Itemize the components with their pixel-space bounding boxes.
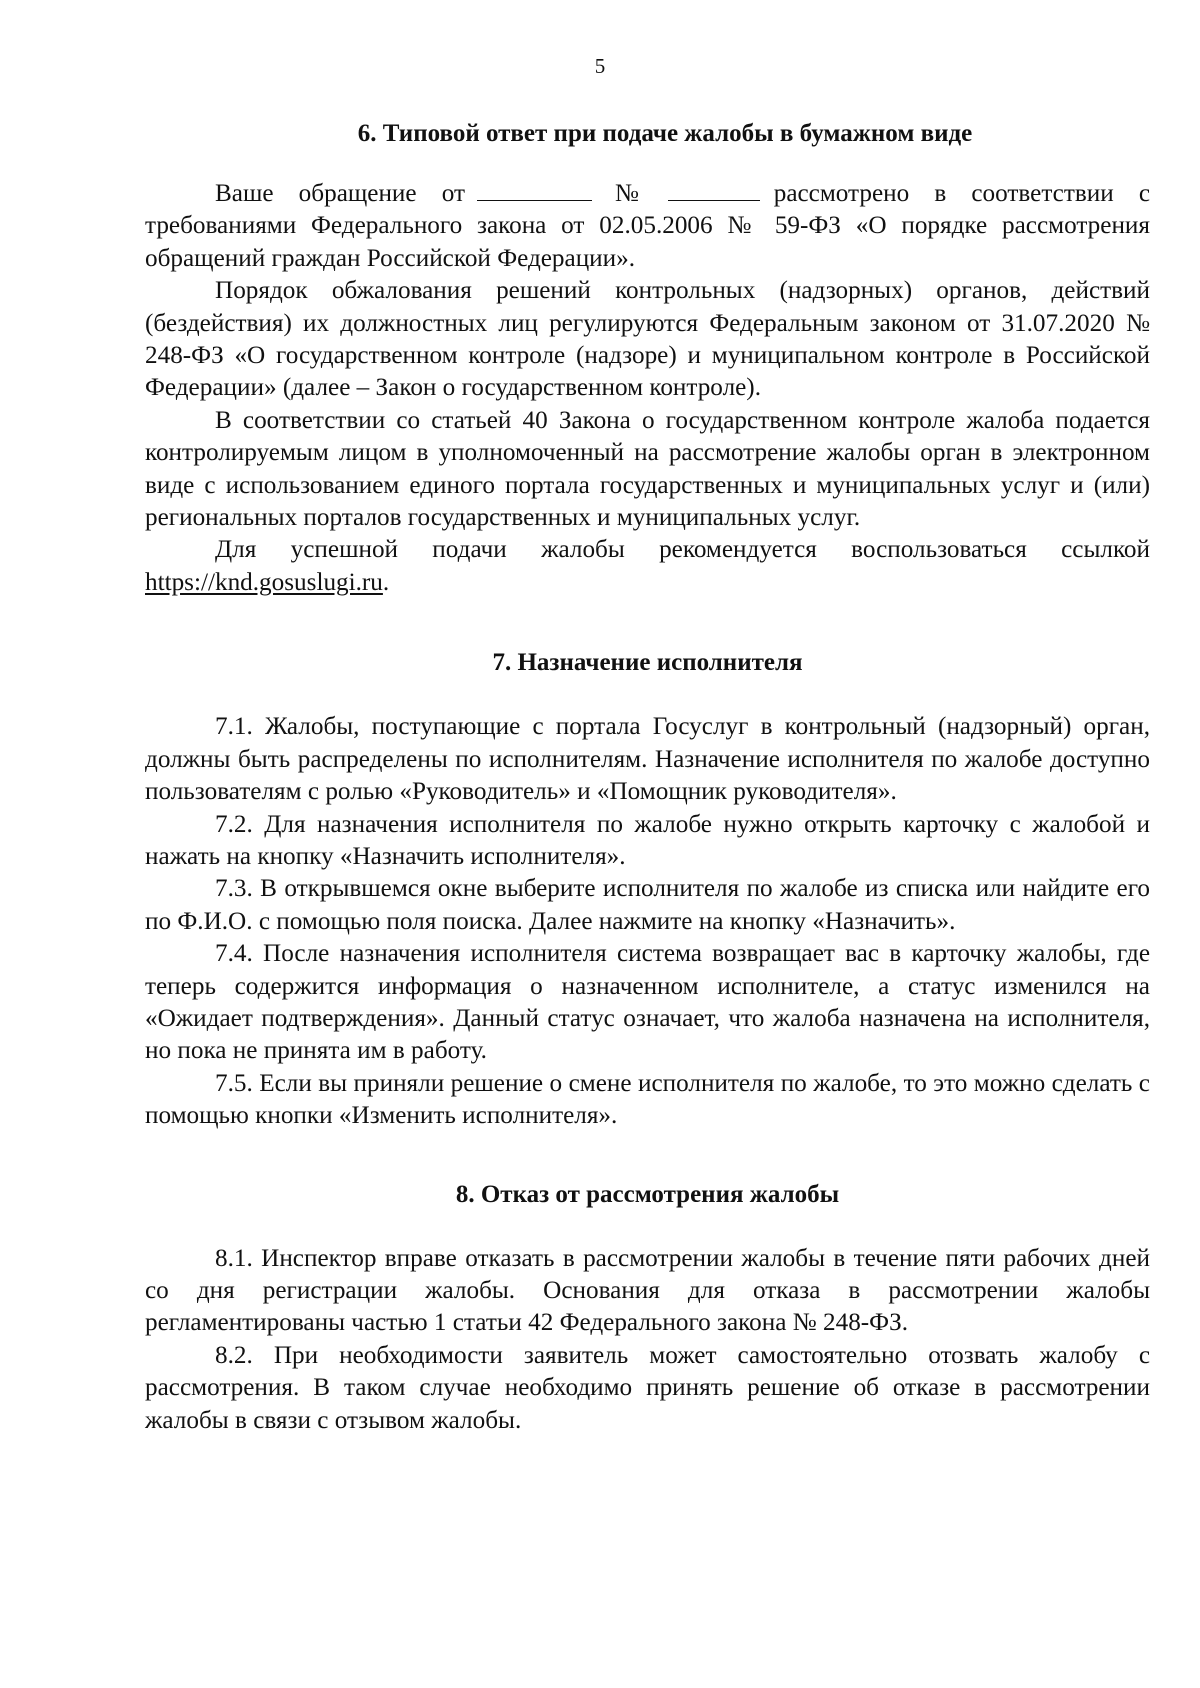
section-6-paragraph-2: Порядок обжалования решений контрольных (надзорных) органов, действий (бездействия) их должностных лиц регулируются Федеральным законом от 31.07.2020 № 248-ФЗ «О государственном контроле (надзоре) и муниципальном контроле в Российской Федерации» (далее – Закон о государственном контроле). — [145, 277, 1150, 402]
section-8-body — [145, 1243, 1150, 1437]
section-7-body — [145, 711, 1150, 1132]
paragraph-1-rest: рассмотрено в соответствии с требованиями Федерального закона от 02.05.2006 № 59-ФЗ «О порядке рассмотрения обращений граждан Российской Федерации». — [145, 180, 1151, 272]
clause-7-2: 7.2. Для назначения исполнителя по жалобе нужно открыть карточку с жалобой и нажать на кнопку «Назначить исполнителя». — [145, 810, 1150, 870]
clause-7-3: 7.3. В открывшемся окне выберите исполнителя по жалобе из списка или найдите его по Ф.И.О. с помощью поля поиска. Далее нажмите на кнопку «Назначить». — [145, 875, 1150, 935]
paragraph-4-text: Для успешной подачи жалобы рекомендуется воспользоваться ссылкой — [215, 536, 1150, 564]
section-6-paragraph-4 — [145, 534, 1150, 599]
clause-7-4: 7.4. После назначения исполнителя система возвращает вас в карточку жалобы, где теперь содержится информация о назначенном исполнителе, а статус изменился на «Ожидает подтверждения». Данный статус означает, что жалоба назначена на исполнителя, но пока не принята им в работу. — [145, 940, 1150, 1065]
clause-7-5: 7.5. Если вы приняли решение о смене исполнителя по жалобе, то это можно сделать с помощью кнопки «Изменить исполнителя». — [145, 1069, 1150, 1130]
section-7 — [145, 647, 1150, 1132]
section-6-paragraph-1 — [145, 178, 1150, 275]
section-8 — [145, 1179, 1150, 1437]
section-6-body — [145, 178, 1150, 599]
number-sign: № — [596, 180, 658, 207]
section-6-title: 6. Типовой ответ при подаче жалобы в бумажном виде — [357, 120, 973, 147]
clause-7-1: 7.1. Жалобы, поступающие с портала Госуслуг в контрольный (надзорный) орган, должны быть распределены по исполнителям. Назначение исполнителя по жалобе доступно пользователям с ролью «Руководитель» и «Помощник руководителя». — [145, 713, 1150, 806]
paragraph-4-end: . — [382, 568, 390, 596]
document-body — [145, 118, 1150, 1437]
section-6 — [145, 118, 1150, 599]
number-blank-line — [668, 178, 760, 201]
section-6-paragraph-3: В соответствии со статьей 40 Закона о государственном контроле жалоба подается контролируемым лицом в уполномоченный на рассмотрение жалобы орган в электронном виде с использованием единого портала государственных и муниципальных услуг и (или) региональных порталов государственных и муниципальных услуг. — [145, 406, 1150, 532]
section-8-title: 8. Отказ от рассмотрения жалобы — [455, 1180, 840, 1208]
section-7-title: 7. Назначение исполнителя — [492, 649, 803, 677]
paragraph-1-intro: Ваше обращение от — [215, 180, 465, 207]
gosuslugi-link[interactable]: https://knd.gosuslugi.ru — [145, 568, 383, 596]
clause-8-2: 8.2. При необходимости заявитель может самостоятельно отозвать жалобу с рассмотрения. В таком случае необходимо принять решение об отказе в рассмотрении жалобы в связи с отзывом жалобы. — [145, 1341, 1150, 1434]
date-blank-line — [477, 178, 592, 201]
clause-8-1: 8.1. Инспектор вправе отказать в рассмотрении жалобы в течение пяти рабочих дней со дня регистрации жалобы. Основания для отказа в рассмотрении жалобы регламентированы частью 1 статьи 42 Федерального закона № 248-ФЗ. — [145, 1244, 1150, 1337]
page-number: 5 — [594, 54, 606, 78]
